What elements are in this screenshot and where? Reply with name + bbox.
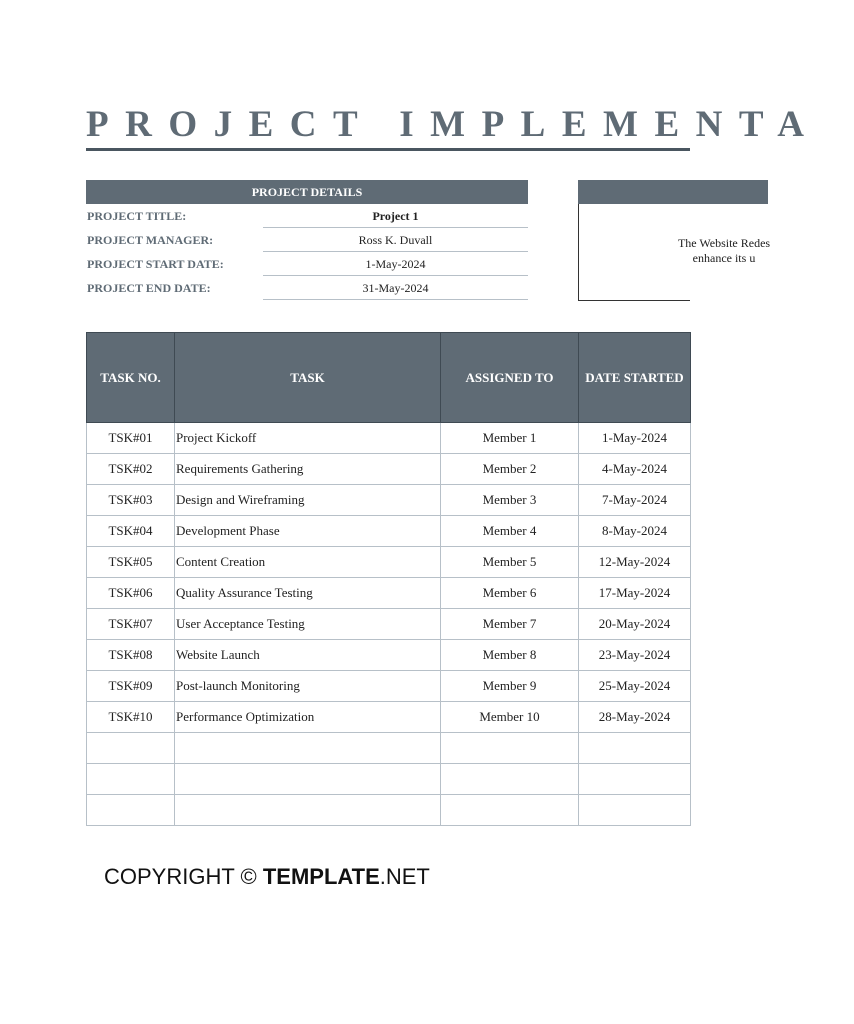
task-name-cell: [175, 733, 441, 764]
date-started-cell: 1-May-2024: [579, 423, 691, 454]
assigned-to-cell: Member 9: [441, 671, 579, 702]
detail-value: Ross K. Duvall: [263, 228, 528, 252]
date-started-cell: 12-May-2024: [579, 547, 691, 578]
copyright-suffix: .NET: [379, 864, 430, 889]
table-row: [87, 578, 691, 609]
task-name-cell: Requirements Gathering: [175, 454, 441, 485]
task-name-cell: Performance Optimization: [175, 702, 441, 733]
task-table-header-row: [87, 333, 691, 423]
task-number-cell: TSK#06: [87, 578, 175, 609]
table-row: [87, 423, 691, 454]
task-number-cell: TSK#07: [87, 609, 175, 640]
detail-value: Project 1: [263, 204, 528, 228]
detail-row-start-date: [86, 252, 528, 276]
assigned-to-cell: Member 1: [441, 423, 579, 454]
date-started-cell: 17-May-2024: [579, 578, 691, 609]
date-started-cell: 20-May-2024: [579, 609, 691, 640]
date-started-cell: 23-May-2024: [579, 640, 691, 671]
task-name-cell: Content Creation: [175, 547, 441, 578]
detail-value: 1-May-2024: [263, 252, 528, 276]
title-underline: [86, 148, 690, 151]
task-number-cell: TSK#09: [87, 671, 175, 702]
task-number-cell: TSK#04: [87, 516, 175, 547]
task-number-cell: [87, 733, 175, 764]
copyright-prefix: COPYRIGHT ©: [104, 864, 263, 889]
table-row: [87, 795, 691, 826]
table-row: [87, 609, 691, 640]
copyright-brand: TEMPLATE: [262, 864, 380, 889]
project-details-header: PROJECT DETAILS: [86, 180, 528, 204]
task-name-cell: Quality Assurance Testing: [175, 578, 441, 609]
description-header: [578, 180, 768, 204]
column-header-assigned-to: ASSIGNED TO: [441, 333, 579, 423]
table-row: [87, 733, 691, 764]
description-text: [594, 236, 854, 266]
date-started-cell: 25-May-2024: [579, 671, 691, 702]
task-name-cell: [175, 764, 441, 795]
task-name-cell: Project Kickoff: [175, 423, 441, 454]
assigned-to-cell: Member 2: [441, 454, 579, 485]
table-row: [87, 547, 691, 578]
task-number-cell: TSK#01: [87, 423, 175, 454]
table-row: [87, 640, 691, 671]
date-started-cell: 4-May-2024: [579, 454, 691, 485]
assigned-to-cell: Member 8: [441, 640, 579, 671]
assigned-to-cell: [441, 764, 579, 795]
task-name-cell: Website Launch: [175, 640, 441, 671]
detail-label: PROJECT START DATE:: [87, 257, 224, 271]
assigned-to-cell: Member 4: [441, 516, 579, 547]
task-name-cell: Post-launch Monitoring: [175, 671, 441, 702]
assigned-to-cell: Member 10: [441, 702, 579, 733]
task-number-cell: [87, 795, 175, 826]
column-header-task: TASK: [175, 333, 441, 423]
assigned-to-cell: [441, 733, 579, 764]
task-number-cell: [87, 764, 175, 795]
task-number-cell: TSK#10: [87, 702, 175, 733]
date-started-cell: [579, 733, 691, 764]
date-started-cell: [579, 764, 691, 795]
table-row: [87, 671, 691, 702]
detail-row-title: [86, 204, 528, 228]
task-number-cell: TSK#02: [87, 454, 175, 485]
detail-label: PROJECT TITLE:: [87, 209, 187, 223]
date-started-cell: 8-May-2024: [579, 516, 691, 547]
assigned-to-cell: Member 3: [441, 485, 579, 516]
date-started-cell: 7-May-2024: [579, 485, 691, 516]
task-name-cell: Design and Wireframing: [175, 485, 441, 516]
task-number-cell: TSK#03: [87, 485, 175, 516]
description-line: The Website Redes: [677, 236, 771, 250]
task-name-cell: User Acceptance Testing: [175, 609, 441, 640]
copyright-footer: [104, 862, 430, 892]
task-name-cell: Development Phase: [175, 516, 441, 547]
task-name-cell: [175, 795, 441, 826]
date-started-cell: [579, 795, 691, 826]
column-header-task-no: TASK NO.: [87, 333, 175, 423]
assigned-to-cell: Member 7: [441, 609, 579, 640]
detail-label: PROJECT END DATE:: [87, 281, 211, 295]
description-line: enhance its u: [692, 251, 756, 265]
assigned-to-cell: Member 6: [441, 578, 579, 609]
table-row: [87, 702, 691, 733]
detail-value: 31-May-2024: [263, 276, 528, 300]
task-number-cell: TSK#05: [87, 547, 175, 578]
column-header-date-started: DATE STARTED: [579, 333, 691, 423]
task-table: [86, 332, 691, 826]
table-row: [87, 516, 691, 547]
table-row: [87, 764, 691, 795]
assigned-to-cell: [441, 795, 579, 826]
detail-row-end-date: [86, 276, 528, 300]
table-row: [87, 454, 691, 485]
detail-label: PROJECT MANAGER:: [87, 233, 214, 247]
date-started-cell: 28-May-2024: [579, 702, 691, 733]
detail-row-manager: [86, 228, 528, 252]
description-box: [578, 204, 771, 301]
assigned-to-cell: Member 5: [441, 547, 579, 578]
task-number-cell: TSK#08: [87, 640, 175, 671]
table-row: [87, 485, 691, 516]
document-title: PROJECT IMPLEMENTA: [86, 104, 821, 145]
